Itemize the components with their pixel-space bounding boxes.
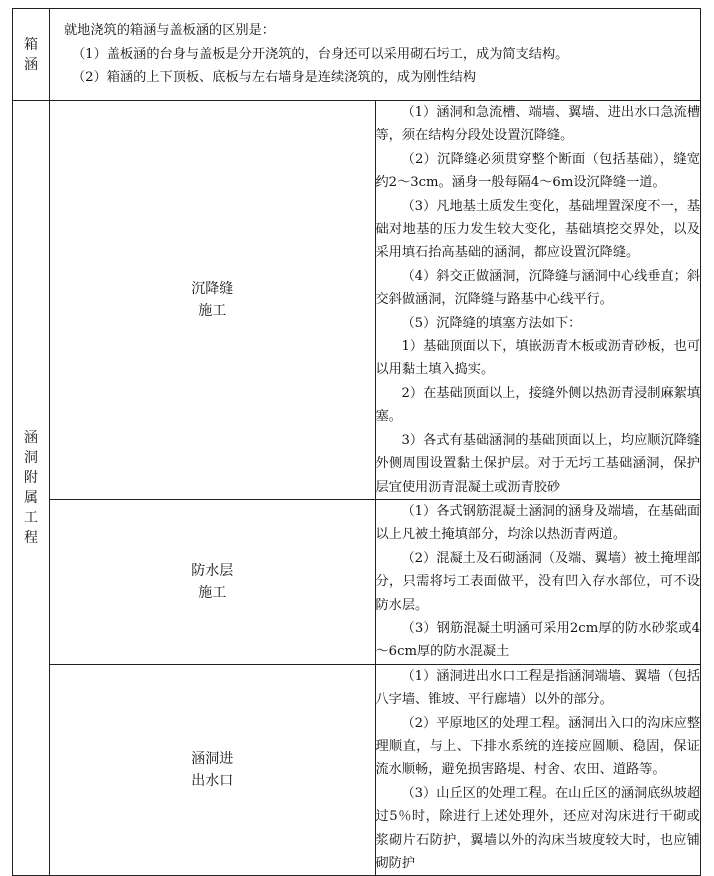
paragraph: 3）各式有基础涵洞的基础顶面以上，均应顺沉降缝外侧周围设置黏土保护层。对于无圬工基础涵洞，保护层宜使用沥青混凝土或沥青胶砂 bbox=[375, 432, 701, 495]
table-row bbox=[13, 101, 701, 500]
paragraph: （3）山丘区的处理工程。在山丘区的涵洞底纵坡超过5％时，除进行上述处理外，还应对沟床进行干砌或浆砌片石防护，翼墙以外的沟床当坡度较大时，也应铺砌防护 bbox=[375, 785, 701, 871]
paragraph: （1）涵洞进出水口工程是指涵洞端墙、翼墙（包括八字墙、锥坡、平行廊墙）以外的部分。 bbox=[375, 668, 701, 708]
paragraph: 2）在基础顶面以上，接缝外侧以热沥青浸制麻絮填塞。 bbox=[375, 385, 701, 425]
paragraph: （1）盖板涵的台身与盖板是分开浇筑的，台身还可以采用砌石圬工，成为简支结构。 bbox=[72, 46, 569, 62]
paragraph: （3）钢筋混凝土明涵可采用2cm厚的防水砂浆或4～6cm厚的防水混凝土 bbox=[375, 620, 700, 660]
table-row bbox=[13, 664, 701, 876]
subcategory-label: 防水层施工 bbox=[191, 562, 234, 601]
category-label: 箱涵 bbox=[24, 36, 38, 73]
paragraph: （2）沉降缝必须贯穿整个断面（包括基础），缝宽约2～3cm。涵身一般每隔4～6m设沉降缝一道。 bbox=[375, 151, 700, 191]
content-cell bbox=[375, 664, 701, 876]
paragraph: （3）凡地基土质发生变化，基础埋置深度不一，基础对地基的压力发生较大变化，基础填挖交界处，以及采用填石抬高基础的涵洞，都应设置沉降缝。 bbox=[375, 198, 701, 261]
category-cell bbox=[13, 9, 50, 101]
paragraph: （1）各式钢筋混凝土涵洞的涵身及端墙，在基础面以上凡被土掩填部分，均涂以热沥青两道。 bbox=[375, 503, 701, 543]
paragraph: 1）基础顶面以下，填嵌沥青木板或沥青砂板，也可以用黏土填入捣实。 bbox=[375, 339, 701, 378]
table-row bbox=[13, 499, 701, 664]
content-cell bbox=[50, 9, 701, 101]
category-cell bbox=[13, 101, 50, 876]
paragraph: 就地浇筑的箱涵与盖板涵的区别是： bbox=[64, 23, 275, 39]
category-label: 涵洞附属工程 bbox=[24, 430, 38, 547]
content-cell bbox=[375, 101, 701, 500]
subcategory-label: 沉降缝施工 bbox=[191, 280, 234, 319]
subcategory-cell bbox=[50, 664, 376, 876]
subcategory-cell bbox=[50, 499, 376, 664]
paragraph: （1）涵洞和急流槽、端墙、翼墙、进出水口急流槽等，须在结构分段处设置沉降缝。 bbox=[375, 105, 701, 144]
subcategory-label: 涵洞进出水口 bbox=[191, 751, 234, 790]
table-row bbox=[13, 9, 701, 101]
paragraph: （2）箱涵的上下顶板、底板与左右墙身是连续浇筑的，成为刚性结构 bbox=[72, 70, 477, 86]
paragraph: （4）斜交正做涵洞，沉降缝与涵洞中心线垂直；斜交斜做涵洞，沉降缝与路基中心线平行。 bbox=[375, 268, 701, 308]
paragraph: （2）平原地区的处理工程。涵洞出入口的沟床应整理顺直，与上、下排水系统的连接应圆顺、稳固，保证流水顺畅，避免损害路堤、村舍、农田、道路等。 bbox=[375, 715, 701, 778]
paragraph: （5）沉降缝的填塞方法如下： bbox=[401, 315, 582, 331]
content-cell bbox=[375, 499, 701, 664]
paragraph: （2）混凝土及石砌涵洞（及端、翼墙）被土掩埋部分，只需将圬工表面做平，没有凹入存水部位，可不设防水层。 bbox=[375, 550, 701, 613]
subcategory-cell bbox=[50, 101, 376, 500]
culvert-table bbox=[12, 8, 701, 876]
